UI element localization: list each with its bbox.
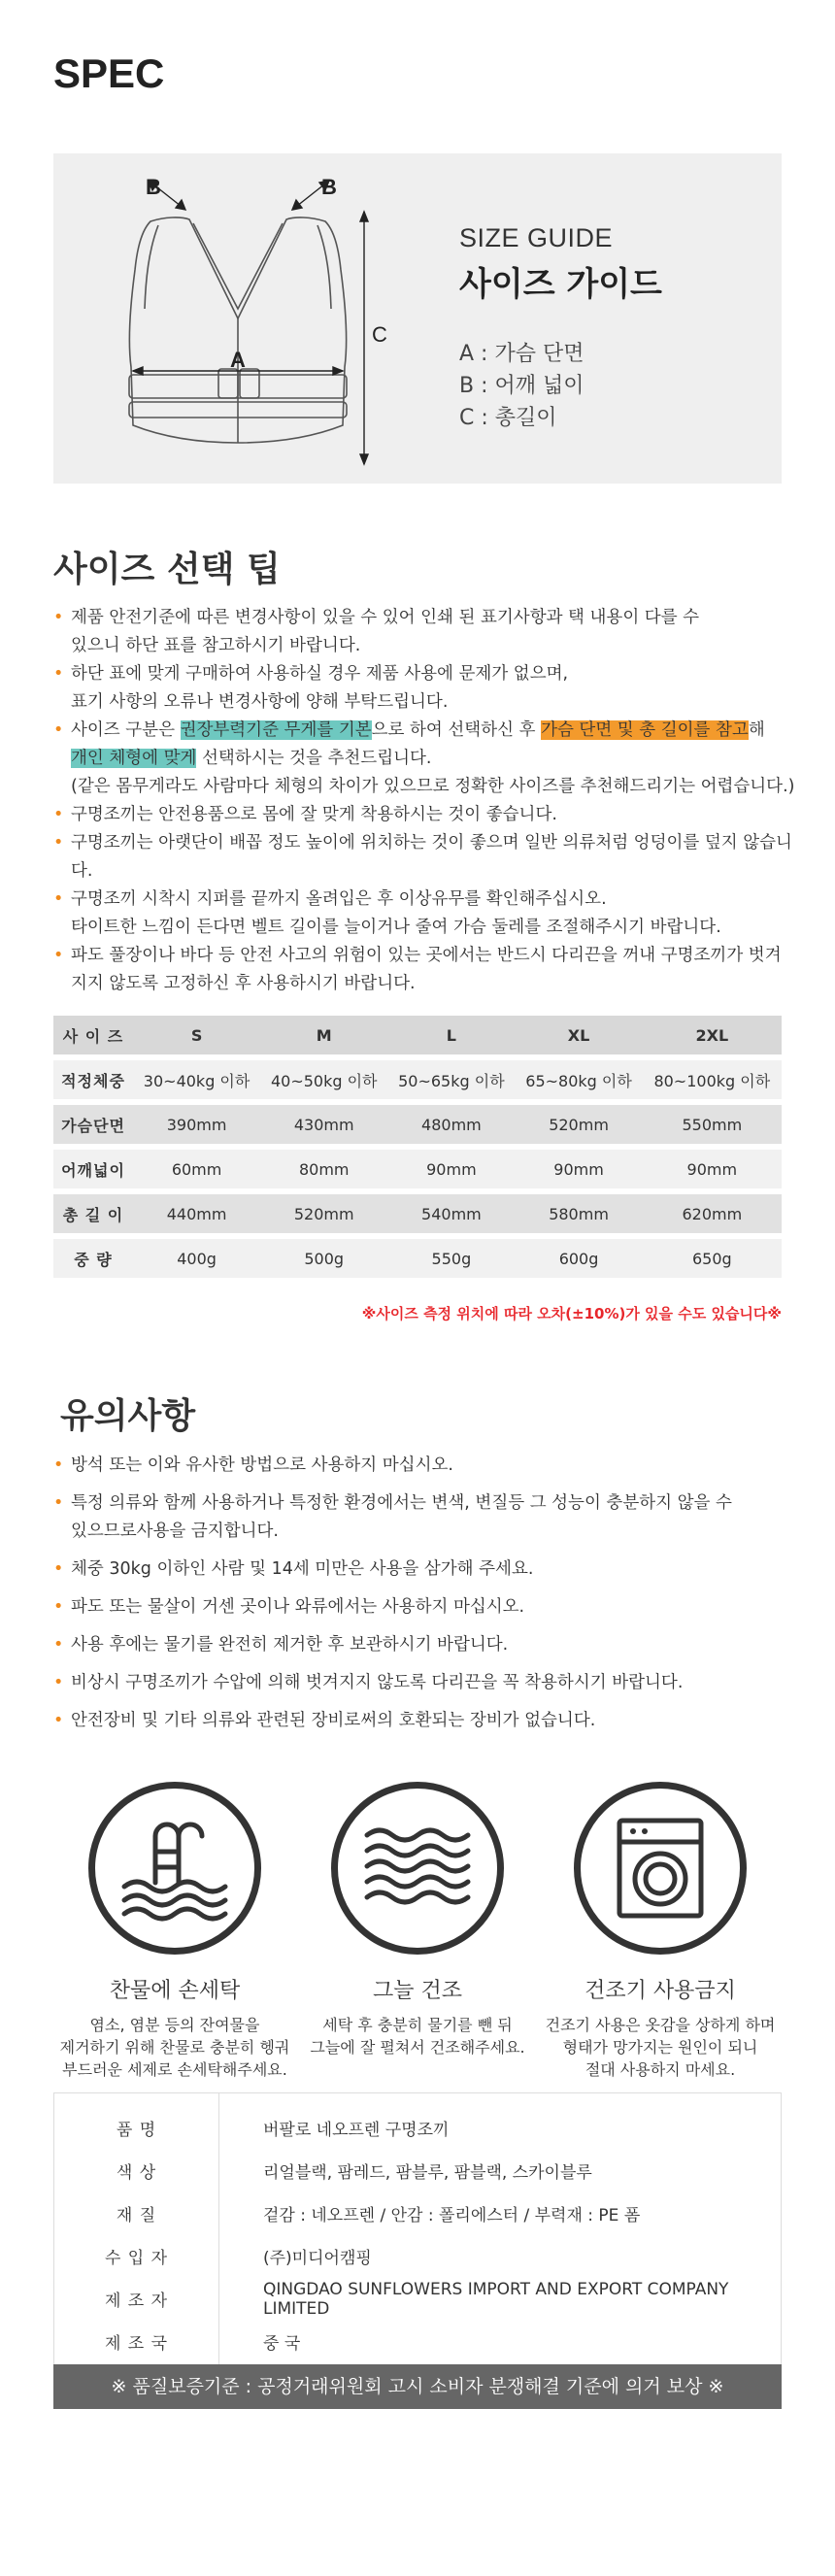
tip-item: • 구명조끼는 아랫단이 배꼽 정도 높이에 위치하는 것이 좋으며 일반 의류처럼 엉덩이를 덮지 않습니다. bbox=[53, 829, 811, 886]
care-desc: 세탁 후 충분히 물기를 뺀 뒤 그늘에 잘 펼쳐서 건조해주세요. bbox=[310, 2016, 525, 2057]
size-guide-text bbox=[459, 223, 662, 434]
shade-dry-waves-icon bbox=[331, 1782, 504, 1955]
care-item-shade-dry bbox=[296, 1782, 539, 2058]
tip-item: • 파도 풀장이나 바다 등 안전 사고의 위험이 있는 곳에서는 반드시 다리끈을 꺼내 구명조끼가 벗겨 지지 않도록 고정하신 후 사용하시기 바랍니다. bbox=[53, 942, 811, 998]
table-row: 어깨넓이 60mm 80mm 90mm 90mm 90mm bbox=[53, 1150, 782, 1188]
quality-standard-bar: ※ 품질보증기준 : 공정거래위원회 고시 소비자 분쟁해결 기준에 의거 보상 ※ bbox=[53, 2364, 782, 2409]
size-guide-title-en: SIZE GUIDE bbox=[459, 223, 614, 252]
bullet-icon: • bbox=[53, 664, 64, 684]
table-row: 색 상 리얼블랙, 팜레드, 팜블루, 팜블랙, 스카이블루 bbox=[54, 2150, 782, 2192]
care-desc: 염소, 염분 등의 잔여물을 제거하기 위해 찬물로 충분히 헹궈 부드러운 세제로 손세탁해주세요. bbox=[59, 2016, 290, 2079]
tip-item: • 하단 표에 맞게 구매하여 사용하실 경우 제품 사용에 문제가 없으며, 표기 사항의 오류나 변경사항에 양해 부탁드립니다. bbox=[53, 660, 811, 717]
bullet-icon: • bbox=[53, 1559, 64, 1579]
size-table-note: ※사이즈 측정 위치에 따라 오차(±10%)가 있을 수도 있습니다※ bbox=[361, 1305, 782, 1322]
bullet-icon: • bbox=[53, 608, 64, 627]
caution-item: • 특정 의류와 함께 사용하거나 특정한 환경에서는 변색, 변질등 그 성능이 충분하지 않을 수 있으므로사용을 금지합니다. bbox=[53, 1489, 811, 1546]
tips-list bbox=[53, 604, 811, 998]
size-table bbox=[53, 1010, 782, 1284]
legend-a: A : 가슴 단면 bbox=[459, 342, 584, 366]
bullet-icon: • bbox=[53, 720, 64, 740]
tip-item: • 사이즈 구분은 권장부력기준 무게를 기본으로 하여 선택하신 후 가슴 단면 및 총 길이를 참고해 개인 체형에 맞게 선택하시는 것을 추천드립니다. (같은 몸무게라도 사람마다 체형의 차이가 있으므로 정확한 사이즈를 추천해드리기는 어렵습니다.) bbox=[53, 717, 811, 801]
tips-title: 사이즈 선택 팁 bbox=[53, 550, 281, 589]
legend-b: B : 어깨 넓이 bbox=[459, 374, 584, 398]
care-label: 찬물에 손세탁 bbox=[109, 1979, 241, 2003]
marker-a: A bbox=[230, 348, 246, 372]
care-instructions bbox=[53, 1782, 782, 2079]
table-row: 중 량 400g 500g 550g 600g 650g bbox=[53, 1239, 782, 1278]
tip-item: • 구명조끼는 안전용품으로 몸에 잘 맞게 착용하시는 것이 좋습니다. bbox=[53, 801, 811, 829]
bullet-icon: • bbox=[53, 805, 64, 824]
legend-c: C : 총길이 bbox=[459, 406, 557, 430]
bullet-icon: • bbox=[53, 1455, 64, 1475]
marker-c: C bbox=[372, 322, 387, 347]
table-row: 수 입 자 (주)미디어캠핑 bbox=[54, 2235, 782, 2278]
spec-title: SPEC bbox=[53, 50, 165, 96]
bullet-icon: • bbox=[53, 833, 64, 853]
table-row: 가슴단면 390mm 430mm 480mm 520mm 550mm bbox=[53, 1105, 782, 1144]
caution-item: • 비상시 구명조끼가 수압에 의해 벗겨지지 않도록 다리끈을 꼭 착용하시기 바랍니다. bbox=[53, 1669, 811, 1697]
care-item-hand-wash bbox=[53, 1782, 296, 2081]
caution-list bbox=[53, 1452, 811, 1745]
caution-title: 유의사항 bbox=[60, 1396, 196, 1436]
tip-item: • 제품 안전기준에 따른 변경사항이 있을 수 있어 인쇄 된 표기사항과 택 내용이 다를 수 있으니 하단 표를 참고하시기 바랍니다. bbox=[53, 604, 811, 660]
table-row: 총 길 이 440mm 520mm 540mm 580mm 620mm bbox=[53, 1194, 782, 1233]
care-label: 건조기 사용금지 bbox=[584, 1979, 736, 2003]
caution-item: • 안전장비 및 기타 의류와 관련된 장비로써의 호환되는 장비가 없습니다. bbox=[53, 1707, 811, 1735]
care-label: 그늘 건조 bbox=[372, 1979, 462, 2003]
size-guide-title-ko: 사이즈 가이드 bbox=[459, 265, 662, 304]
caution-item: • 체중 30kg 이하인 사람 및 14세 미만은 사용을 삼가해 주세요. bbox=[53, 1556, 811, 1584]
bullet-icon: • bbox=[53, 1635, 64, 1655]
caution-item: • 파도 또는 물살이 거센 곳이나 와류에서는 사용하지 마십시오. bbox=[53, 1593, 811, 1622]
table-row: 제 조 자 QINGDAO SUNFLOWERS IMPORT AND EXPORT COMPANY LIMITED bbox=[54, 2278, 782, 2321]
table-row: 제 조 국 중 국 bbox=[54, 2321, 782, 2377]
caution-item: • 사용 후에는 물기를 완전히 제거한 후 보관하시기 바랍니다. bbox=[53, 1631, 811, 1659]
cold-hand-wash-icon bbox=[88, 1782, 261, 1955]
bullet-icon: • bbox=[53, 1493, 64, 1513]
highlight-body-type: 개인 체형에 맞게 bbox=[71, 749, 197, 768]
size-table-header: 사 이 즈 S M L XL 2XL bbox=[53, 1016, 782, 1054]
highlight-chest-length: 가슴 단면 및 총 길이를 참고 bbox=[541, 720, 749, 740]
table-row: 품 명 버팔로 네오프렌 구명조끼 bbox=[54, 2093, 782, 2150]
no-dryer-icon bbox=[574, 1782, 747, 1955]
marker-b-left: B bbox=[146, 175, 161, 199]
bullet-icon: • bbox=[53, 1711, 64, 1730]
table-row: 적정체중 30~40kg 이하 40~50kg 이하 50~65kg 이하 65~80kg 이하 80~100kg 이하 bbox=[53, 1060, 782, 1099]
table-row: 재 질 겉감 : 네오프렌 / 안감 : 폴리에스터 / 부력재 : PE 폼 bbox=[54, 2192, 782, 2235]
caution-item: • 방석 또는 이와 유사한 방법으로 사용하지 마십시오. bbox=[53, 1452, 811, 1480]
bullet-icon: • bbox=[53, 946, 64, 965]
care-item-no-dryer bbox=[539, 1782, 782, 2081]
product-info-table bbox=[53, 2092, 782, 2377]
care-desc: 건조기 사용은 옷감을 상하게 하며 형태가 망가지는 원인이 되니 절대 사용하지 마세요. bbox=[545, 2016, 776, 2079]
bullet-icon: • bbox=[53, 889, 64, 909]
vest-diagram bbox=[92, 163, 387, 474]
tip-item: • 구명조끼 시착시 지퍼를 끝까지 올려입은 후 이상유무를 확인해주십시오. 타이트한 느낌이 든다면 벨트 길이를 늘이거나 줄여 가슴 둘레를 조절해주시기 바랍니다. bbox=[53, 886, 811, 942]
marker-b-right: B bbox=[321, 175, 337, 199]
highlight-weight: 권장부력기준 무게를 기본 bbox=[180, 720, 372, 740]
bullet-icon: • bbox=[53, 1597, 64, 1617]
bullet-icon: • bbox=[53, 1673, 64, 1692]
size-guide-panel bbox=[53, 153, 782, 484]
size-guide-legend bbox=[459, 338, 662, 434]
